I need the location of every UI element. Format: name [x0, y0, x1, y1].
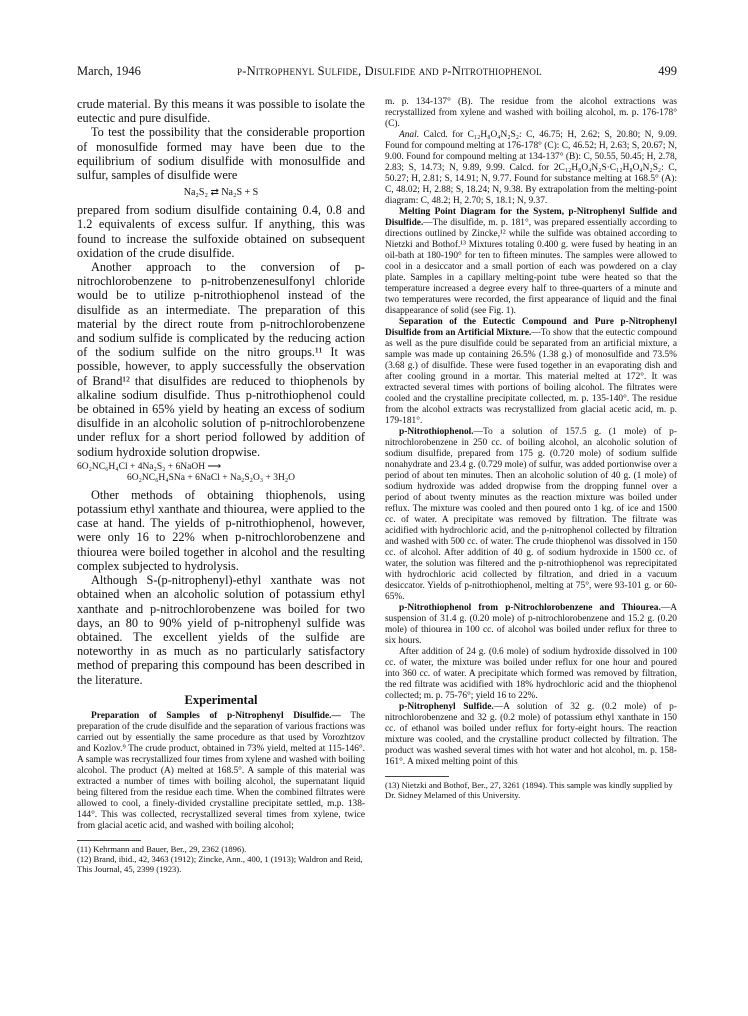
paragraph: m. p. 134-137° (B). The residue from the alcohol extractions was recrystallized from xylene and washed with boiling alcohol, m. p. 176-178° (C).: [385, 97, 677, 129]
paragraph: After addition of 24 g. (0.6 mole) of sodium hydroxide dissolved in 100 cc. of water, the mixture was boiled under reflux for one hour and poured into 360 cc. of water. A precipitate which formed was removed by filtration, the red filtrate was acidified with 18% hydrochloric acid and the thiophenol collected; m. p. 75-76°; yield 16 to 22%.: [385, 647, 677, 701]
paragraph-text: —A suspension of 31.4 g. (0.20 mole) of p-nitrochlorobenzene and 15.2 g. (0.20 mole) of thiourea in 100 cc. of alcohol was boiled under reflux for three to six hours.: [385, 603, 677, 646]
equation: Na₂S₂ ⇄ Na₂S + S: [183, 187, 259, 199]
paragraph: To test the possibility that the considerable proportion of monosulfide formed may have been due to the equilibrium of sodium disulfide with monosulfide and sulfur, samples of disulfide were: [77, 125, 365, 183]
run-in-heading: p-Nitrothiophenol.: [399, 427, 474, 437]
paragraph: Another approach to the conversion of p-nitrochlorobenzene to p-nitrobenzenesulfonyl chloride would be to utilize p-nitrothiophenol instead of the disulfide as an intermediate. The preparation of this material by the direct route from p-nitrochlorobenzene and sodium sulfide is complicated by the reducing action of the sodium sulfide on the nitro groups.¹¹ It was possible, however, to apply successfully the observation of Brand¹² that disulfides are reduced to thiophenols by alkaline sodium disulfide. Thus p-nitrothiophenol could be obtained in 65% yield by heating an excess of sodium disulfide in an alcoholic solution of p-nitrochlorobenzene under reflux for a short period followed by addition of sodium hydroxide solution dropwise.: [77, 260, 365, 459]
paragraph: [385, 603, 677, 647]
section-heading: Experimental: [184, 692, 258, 707]
paragraph-text: —To a solution of 157.5 g. (1 mole) of p-nitrochlorobenzene in 250 cc. of boiling alcohol, an alcoholic solution of sodium disulfide, prepared from 175 g. (0.720 mole) of sodium sulfide nonahydrate and 23.4 g. (0.729 mole) of sulfur, was added portionwise over a period of about ten minutes. Then an alcoholic solution of 40 g. (1 mole) of sodium hydroxide was added dropwise from the dropping funnel over a period of about twenty minutes as the reaction mixture was boiled under reflux. The mixture was cooled and then poured onto 1 kg. of ice and 1500 cc. of water. A precipitate was removed by filtration. The filtrate was acidified with hydrochloric acid, and the p-nitrophenol collected by filtration and washed with 500 cc. of water. The crude thiophenol was dissolved in 150 cc. of alcohol. After addition of 40 g. of sodium hydroxide in 1500 cc. of water, the solution was filtered and the p-nitrothiophenol was reprecipitated with hydrochloric acid collected by filtration, and dried in a vacuum desiccator. Yields of p-nitrothiophenol, melting at 75°, were 93-101 g. or 60-65%.: [385, 427, 677, 602]
paragraph: Although S-(p-nitrophenyl)-ethyl xanthate was not obtained when an alcoholic solution of potassium ethyl xanthate and p-nitrochlorobenzene was boiled for two days, an 80 to 90% yield of p-nitrophenyl sulfide was obtained. The excellent yields of the sulfide are noteworthy in as much as no particularly satisfactory method of preparing this compound has been described in the literature.: [77, 573, 365, 687]
page-number: 499: [658, 64, 677, 78]
paragraph: [385, 317, 677, 427]
header-date: March, 1946: [77, 64, 141, 78]
paragraph: prepared from sodium disulfide containing 0.4, 0.8 and 1.2 equivalents of excess sulfur. If anything, this was found to increase the sulfoxide obtained on subsequent oxidation of the crude disulfide.: [77, 203, 365, 260]
run-in-heading: Anal.: [399, 130, 420, 140]
equation-line: 6O₂NC₆H₄SNa + 6NaCl + Na₂S₂O₃ + 3H₂O: [127, 473, 296, 484]
run-in-heading: p-Nitrophenyl Sulfide.: [399, 702, 494, 712]
footnote: (12) Brand, ibid., 42, 3463 (1912); Zincke, Ann., 400, 1 (1913); Waldron and Reid, This Journal, 45, 2399 (1923).: [77, 853, 363, 874]
footnote: (13) Nietzki and Bothof, Ber., 27, 3261 (1894). This sample was kindly supplied by Dr. Sidney Melamed of this University.: [385, 780, 673, 800]
right-column: [385, 97, 677, 800]
paragraph-text: Calcd. for C₁₂H₈O₄N₂S₂: C, 46.75; H, 2.62; S, 20.80; N, 9.09. Found for compound melting at 176-178° (C): C, 46.52; H, 2.63; S, 20.67; N, 9.00. Found for compound melting at 134-137° (B): C, 50.55, 50.45; H, 2.78, 2.83; S, 14.73; N, 9.89, 9.99. Calcd. for 2C₁₂H₈O₄N₂S·C₁₂H₈O₄N₂S₂: C, 50.27; H, 2.81; S, 14.91; N, 9.77. Found for substance melting at 168.5° (A): C, 48.02; H, 2.88; S, 18.24; N, 9.38. By extrapolation from the melting-point diagram: C, 48.2; H, 2.70; S, 18.1; N, 9.37.: [385, 130, 677, 206]
paragraph: Other methods of obtaining thiophenols, using potassium ethyl xanthate and thiourea, were applied to the case at hand. The yields of p-nitrothiophenol, however, were only 16 to 22% when p-nitrochlorobenzene and thiourea were boiled together in alcohol and the resulting complex subjected to hydrolysis.: [77, 487, 365, 573]
header-title: p-Nitrophenyl Sulfide, Disulfide and p-Nitrothiophenol: [237, 64, 542, 78]
footnote-rule: [385, 776, 449, 777]
run-in-heading: p-Nitrothiophenol from p-Nitrochlorobenzene and Thiourea.: [399, 603, 661, 613]
paragraph: [385, 702, 677, 768]
paragraph-text: —To show that the eutectic compound as well as the pure disulfide could be separated from an artificial mixture, a sample was made up containing 26.5% (1.38 g.) of monosulfide and 73.5% (3.68 g.) of disulfide. These were fused together in an evaporating dish and after cooling ground in a mortar. This material melted at 172°. It was extracted several times with portions of boiling alcohol. The filtrates were cooled and the crystalline precipitate collected, m. p. 135-140°. The residue from the alcohol extracts was recrystallized from glacial acetic acid, m. p. 179-181°.: [385, 328, 677, 426]
paragraph-text: —A solution of 32 g. (0.2 mole) of p-nitrochlorobenzene and 32 g. (0.2 mole) of potassium ethyl xanthate in 150 cc. of ethanol was boiled under reflux for forty-eight hours. The reaction mixture was cooled, and the crystalline product collected by filtration. The product was washed several times with hot water and hot alcohol, m. p. 158-161°. A mixed melting point of this: [385, 702, 677, 767]
running-header: [77, 64, 677, 80]
footnote: (11) Kehrmann and Bauer, Ber., 29, 2362 (1896).: [77, 843, 247, 854]
paragraph: crude material. By this means it was possible to isolate the eutectic and pure disulfide.: [77, 97, 365, 126]
paragraph: [77, 711, 365, 832]
run-in-heading: Melting Point Diagram for the System, p-Nitrophenyl Sulfide and Disulfide.: [385, 207, 677, 228]
footnote-rule: [77, 840, 141, 841]
paragraph: [385, 427, 677, 603]
paragraph: [385, 130, 677, 207]
run-in-heading: Preparation of Samples of p-Nitrophenyl Disulfide.—: [91, 710, 341, 721]
equation-line: 6O₂NC₆H₄Cl + 4Na₂S₂ + 6NaOH ⟶: [77, 461, 222, 472]
left-column: [77, 97, 365, 874]
paragraph-text: —The disulfide, m. p. 181°, was prepared essentially according to directions outlined by Zincke,¹² while the sulfide was obtained according to Nietzki and Bothof.¹³ Mixtures totaling 0.400 g. were fused by heating in an oil-bath at 180-190° for ten to fifteen minutes. The samples were allowed to cool in a desiccator and a small portion of each was powdered on a clay plate. Samples in a capillary melting-point tube were heated so that the temperature increased a degree every half to three-quarters of a minute and two temperatures were recorded, the first appearance of liquid and the final disappearance of solid (see Fig. 1).: [385, 218, 677, 316]
paragraph: [385, 207, 677, 317]
equation: [77, 462, 365, 485]
paragraph-text: The preparation of the crude disulfide and the separation of various fractions was carried out by essentially the same procedure as that used by Vorozhtzov and Kozlov.⁹ The crude product, obtained in 73% yield, melted at 115-146°. A sample was recrystallized four times from xylene and washed with boiling alcohol. The product (A) melted at 168.5°. A sample of this material was extracted a number of times with boiling alcohol, the supernatant liquid being filtered from the residue each time. When the combined filtrates were allowed to cool, a finely-divided crystalline precipitate settled, m.p. 138-144°. This was collected, recrystallized several times from xylene, twice from glacial acetic acid, and washed with boiling alcohol;: [77, 710, 365, 831]
run-in-heading: Separation of the Eutectic Compound and Pure p-Nitrophenyl Disulfide from an Artificial Mixture.: [385, 317, 677, 338]
